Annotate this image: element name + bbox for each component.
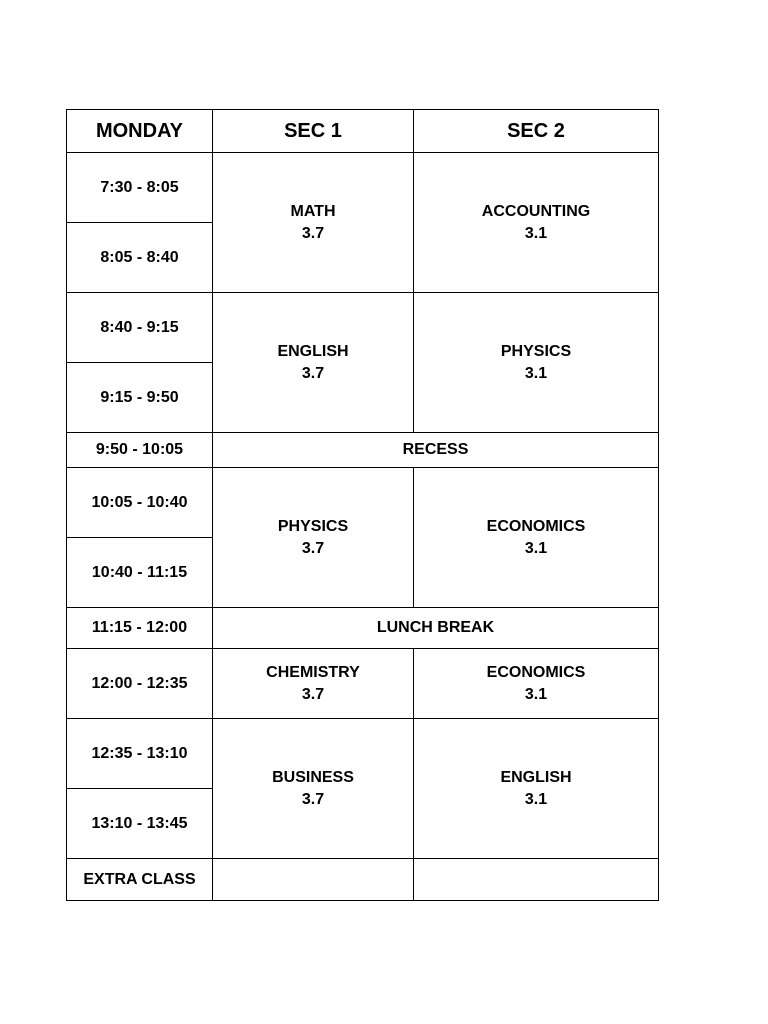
subject-label: CHEMISTRY xyxy=(266,663,360,681)
time-cell: 7:30 - 8:05 xyxy=(67,153,213,223)
subject-label: ACCOUNTING xyxy=(481,202,591,220)
room-label: 3.7 xyxy=(301,685,325,703)
sec1-header: SEC 1 xyxy=(213,110,414,153)
day-header: MONDAY xyxy=(67,110,213,153)
timetable xyxy=(66,109,659,901)
extra-class-label: EXTRA CLASS xyxy=(67,859,213,901)
header-row xyxy=(67,110,659,153)
time-cell: 10:40 - 11:15 xyxy=(67,538,213,608)
room-label: 3.1 xyxy=(524,539,548,557)
class-cell-sec2 xyxy=(414,719,659,859)
recess-cell: RECESS xyxy=(213,433,659,468)
class-cell-sec2 xyxy=(414,468,659,608)
subject-label: ENGLISH xyxy=(500,768,572,786)
subject-label: ENGLISH xyxy=(277,342,349,360)
table-row xyxy=(67,433,659,468)
subject-label: PHYSICS xyxy=(277,517,349,535)
time-cell: 9:15 - 9:50 xyxy=(67,363,213,433)
table-row xyxy=(67,468,659,538)
table-row xyxy=(67,719,659,789)
class-cell-sec1 xyxy=(213,649,414,719)
class-cell-sec1 xyxy=(213,719,414,859)
subject-label: ECONOMICS xyxy=(486,663,586,681)
class-cell-sec1 xyxy=(213,293,414,433)
class-cell-sec1 xyxy=(213,153,414,293)
room-label: 3.7 xyxy=(301,224,325,242)
time-cell: 8:40 - 9:15 xyxy=(67,293,213,363)
table-row xyxy=(67,859,659,901)
table-row xyxy=(67,153,659,223)
extra-cell-sec1 xyxy=(213,859,414,901)
time-cell: 9:50 - 10:05 xyxy=(67,433,213,468)
subject-label: BUSINESS xyxy=(272,768,354,786)
class-cell-sec2 xyxy=(414,153,659,293)
time-cell: 13:10 - 13:45 xyxy=(67,789,213,859)
time-cell: 12:00 - 12:35 xyxy=(67,649,213,719)
table-row xyxy=(67,649,659,719)
room-label: 3.1 xyxy=(524,364,548,382)
room-label: 3.1 xyxy=(524,224,548,242)
room-label: 3.7 xyxy=(301,790,325,808)
subject-label: ECONOMICS xyxy=(486,517,586,535)
extra-cell-sec2 xyxy=(414,859,659,901)
table-row xyxy=(67,608,659,649)
time-cell: 8:05 - 8:40 xyxy=(67,223,213,293)
time-cell: 11:15 - 12:00 xyxy=(67,608,213,649)
class-cell-sec1 xyxy=(213,468,414,608)
subject-label: PHYSICS xyxy=(500,342,572,360)
class-cell-sec2 xyxy=(414,293,659,433)
table-row xyxy=(67,293,659,363)
sec2-header: SEC 2 xyxy=(414,110,659,153)
lunch-cell: LUNCH BREAK xyxy=(213,608,659,649)
subject-label: MATH xyxy=(290,202,336,220)
room-label: 3.7 xyxy=(301,539,325,557)
time-cell: 12:35 - 13:10 xyxy=(67,719,213,789)
room-label: 3.1 xyxy=(524,790,548,808)
room-label: 3.7 xyxy=(301,364,325,382)
class-cell-sec2 xyxy=(414,649,659,719)
time-cell: 10:05 - 10:40 xyxy=(67,468,213,538)
room-label: 3.1 xyxy=(524,685,548,703)
